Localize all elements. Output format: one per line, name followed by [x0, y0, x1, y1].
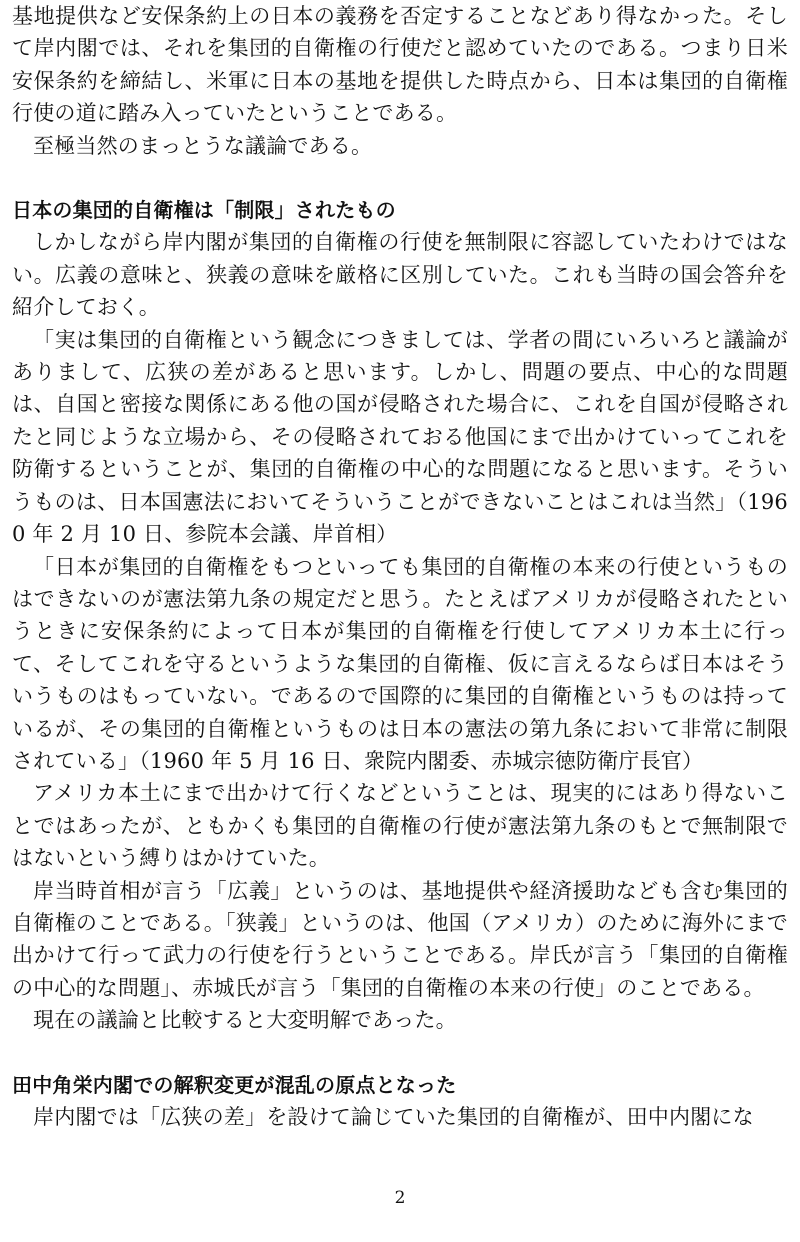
section-heading: 日本の集団的自衛権は「制限」されたもの: [12, 198, 396, 223]
paragraph: 岸内閣では「広狭の差」を設けて論じていた集団的自衛権が、田中内閣にな: [33, 1105, 754, 1129]
paragraph: アメリカ本土にまで出かけて行くなどということは、現実的にはあり得ないことではあったが、ともかくも集団的自衛権の行使が憲法第九条のもとで無制限ではないという縛りはかけていた。: [12, 781, 788, 871]
quote-paragraph: 「日本が集団的自衛権をもつといっても集団的自衛権の本来の行使というものはできないのが憲法第九条の規定だと思う。たとえばアメリカが侵略されたというときに安保条約によって日本が集団的自衛権を行使してアメリカ本土に行って、そしてこれを守るというような集団的自衛権、仮に言えるならば日本はそういうものはもっていない。であるので国際的に集団的自衛権というものは持っているが、その集団的自衛権というものは日本の憲法の第九条において非常に制限されている」（1960 年 5 月 16 日、衆院内閣委、赤城宗徳防衛庁長官）: [12, 554, 788, 773]
paragraph: 岸当時首相が言う「広義」というのは、基地提供や経済援助なども含む集団的自衛権のことである。「狭義」というのは、他国（アメリカ）のために海外にまで出かけて行って武力の行使を行うということである。岸氏が言う「集団的自衛権の中心的な問題」、赤城氏が言う「集団的自衛権の本来の行使」のことである。: [12, 878, 788, 1000]
paragraph: 現在の議論と比較すると大変明解であった。: [33, 1008, 457, 1033]
paragraph: しかしながら岸内閣が集団的自衛権の行使を無制限に容認していたわけではない。広義の意味と、狭義の意味を厳格に区別していた。これも当時の国会答弁を紹介しておく。: [12, 230, 788, 320]
section-heading: 田中角栄内閣での解釈変更が混乱の原点となった: [12, 1072, 457, 1097]
page-number: 2: [394, 1188, 406, 1208]
quote-paragraph: 「実は集団的自衛権という観念につきましては、学者の間にいろいろと議論がありまして、広狭の差があると思います。しかし、問題の要点、中心的な問題は、自国と密接な関係にある他の国が侵略された場合に、これを自国が侵略されたと同じような立場から、その侵略されておる他国にまで出かけていってこれを防衛するということが、集団的自衛権の中心的な問題になると思います。そういうものは、日本国憲法においてそういうことができないことはこれは当然」（1960 年 2 月 10 日、参院本会議、岸首相）: [12, 327, 788, 547]
section-spacer: [12, 1037, 788, 1069]
section-spacer: [12, 162, 788, 194]
paragraph: 至極当然のまっとうな議論である。: [33, 133, 373, 158]
document-page: [12, 0, 788, 1133]
paragraph: 基地提供など安保条約上の日本の義務を否定することなどあり得なかった。そして岸内閣では、それを集団的自衛権の行使だと認めていたのである。つまり日米安保条約を締結し、米軍に日本の基地を提供した時点から、日本は集団的自衛権行使の道に踏み入っていたということである。: [12, 4, 788, 126]
